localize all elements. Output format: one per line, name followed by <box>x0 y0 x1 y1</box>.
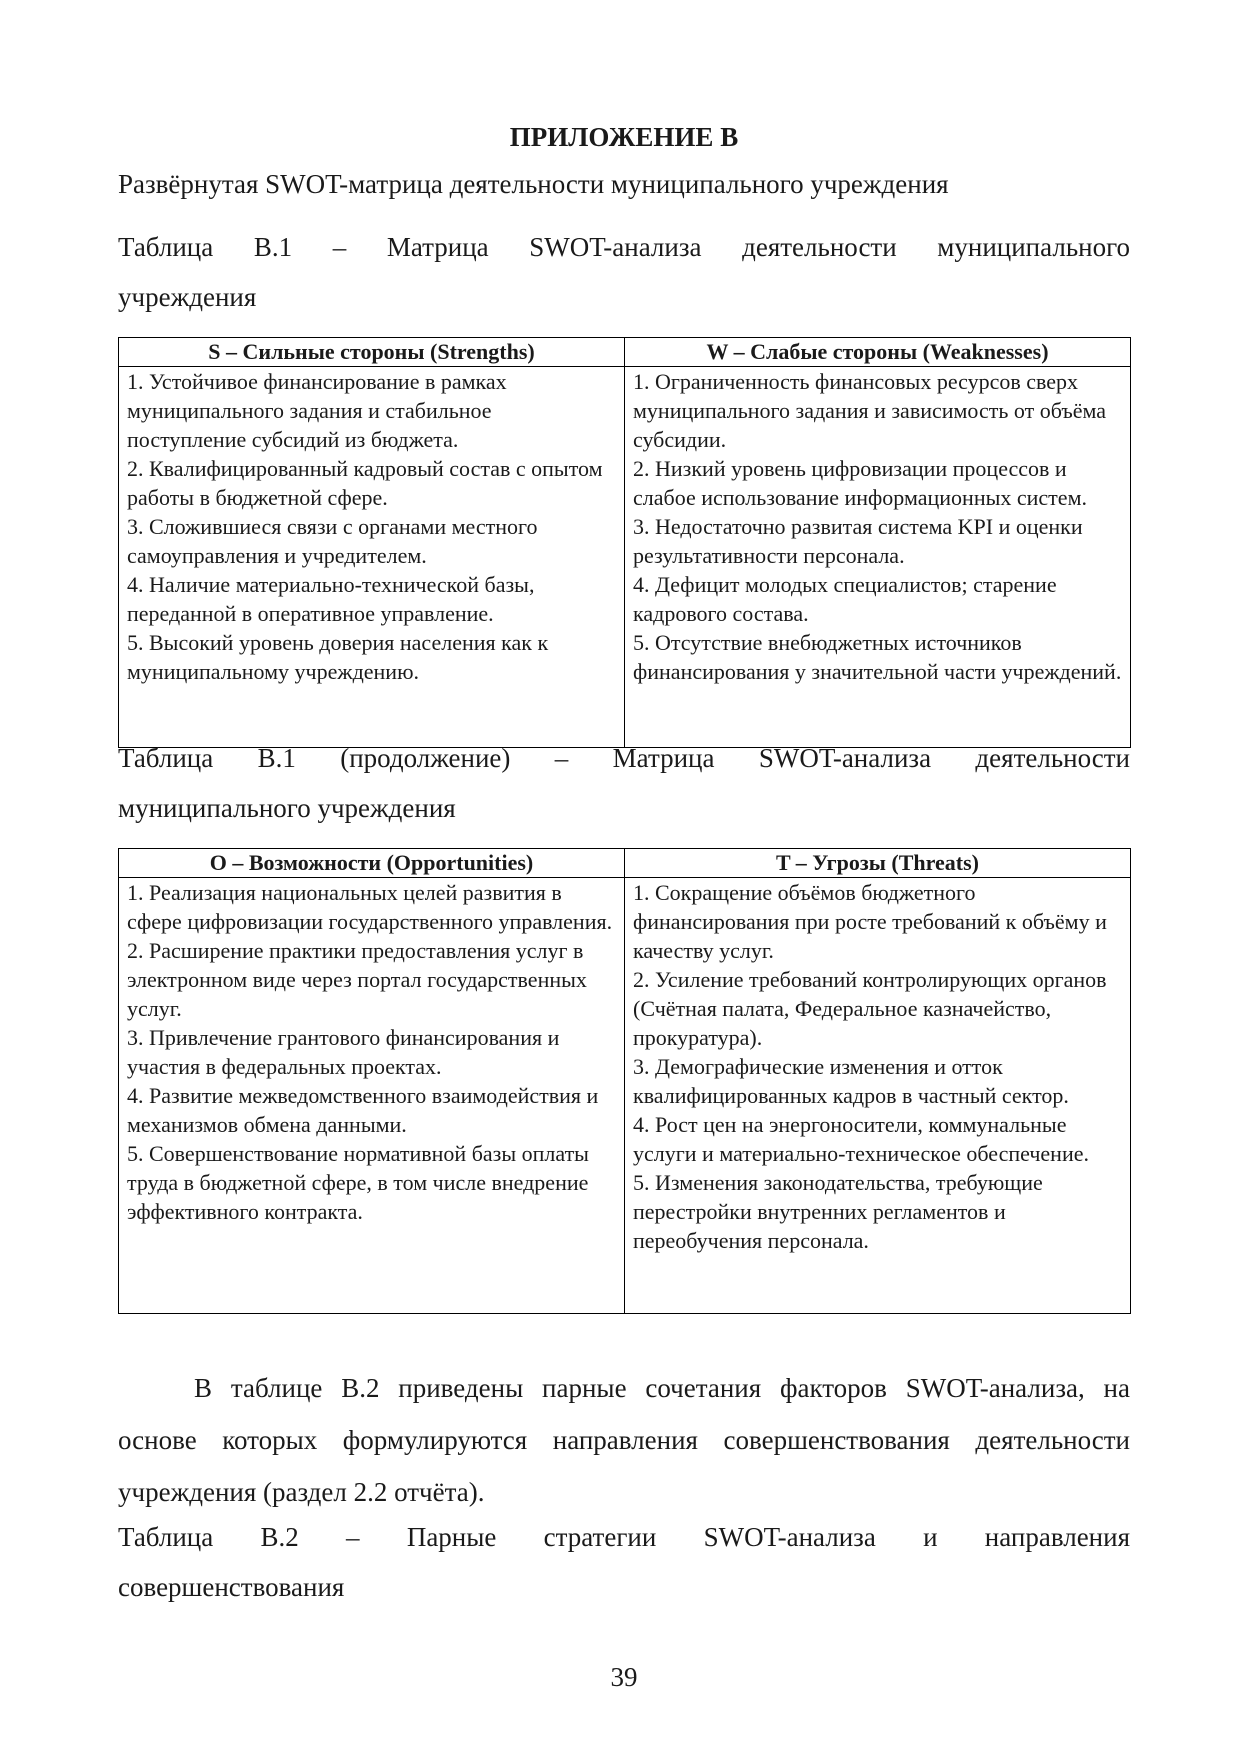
opportunity-item: 5. Совершенствование нормативной базы оплаты труда в бюджетной сфере, в том числе внедрение эффективного контракта. <box>127 1141 589 1224</box>
swot-table-opportunities-threats <box>118 848 1131 1314</box>
table-1-continuation-caption-line-1: Таблица В.1 (продолжение) – Матрица SWOT-анализа деятельности <box>118 743 1130 773</box>
page-number: 39 <box>610 1662 638 1692</box>
table-1-continuation-caption-line-2: муниципального учреждения <box>118 793 456 823</box>
threats-header: T – Угрозы (Threats) <box>625 849 1131 878</box>
table-1-caption <box>118 222 1130 322</box>
body-paragraph <box>118 1362 1130 1518</box>
table-2-caption <box>118 1512 1130 1612</box>
strength-item: 4. Наличие материально-технической базы, переданной в оперативное управление. <box>127 572 535 626</box>
weaknesses-header: W – Слабые стороны (Weaknesses) <box>625 338 1131 367</box>
table-1-caption-line-2: учреждения <box>118 282 257 312</box>
table-row <box>119 878 1131 1314</box>
strength-item: 5. Высокий уровень доверия населения как к муниципальному учреждению. <box>127 630 549 684</box>
strength-item: 1. Устойчивое финансирование в рамках муниципального задания и стабильное поступление субсидий из бюджета. <box>127 369 507 452</box>
threat-item: 1. Сокращение объёмов бюджетного финансирования при росте требований к объёму и качеству услуг. <box>633 880 1107 963</box>
body-paragraph-line-3: учреждения (раздел 2.2 отчёта). <box>118 1477 485 1507</box>
weakness-item: 5. Отсутствие внебюджетных источников финансирования у значительной части учреждений. <box>633 630 1122 684</box>
threats-cell <box>625 878 1131 1314</box>
weakness-item: 3. Недостаточно развитая система KPI и оценки результативности персонала. <box>633 514 1083 568</box>
threat-item: 4. Рост цен на энергоносители, коммунальные услуги и материально-техническое обеспечение. <box>633 1112 1089 1166</box>
threat-item: 3. Демографические изменения и отток квалифицированных кадров в частный сектор. <box>633 1054 1069 1108</box>
table-row <box>119 367 1131 748</box>
opportunity-item: 3. Привлечение грантового финансирования и участия в федеральных проектах. <box>127 1025 560 1079</box>
opportunities-cell <box>119 878 625 1314</box>
opportunity-item: 1. Реализация национальных целей развития в сфере цифровизации государственного управления. <box>127 880 613 934</box>
body-paragraph-line-2: основе которых формулируются направления совершенствования деятельности <box>118 1425 1130 1455</box>
weakness-item: 2. Низкий уровень цифровизации процессов и слабое использование информационных систем. <box>633 456 1087 510</box>
table-header-row <box>119 849 1131 878</box>
table-2-caption-line-1: Таблица В.2 – Парные стратегии SWOT-анализа и направления <box>118 1522 1130 1552</box>
weakness-item: 1. Ограниченность финансовых ресурсов сверх муниципального задания и зависимость от объёма субсидии. <box>633 369 1107 452</box>
strength-item: 2. Квалифицированный кадровый состав с опытом работы в бюджетной сфере. <box>127 456 603 510</box>
strengths-cell <box>119 367 625 748</box>
strengths-header: S – Сильные стороны (Strengths) <box>119 338 625 367</box>
table-2-caption-line-2: совершенствования <box>118 1572 345 1602</box>
document-page <box>118 0 1130 1754</box>
appendix-heading: ПРИЛОЖЕНИЕ В <box>509 122 739 152</box>
table-1-caption-line-1: Таблица В.1 – Матрица SWOT-анализа деятельности муниципального <box>118 232 1130 262</box>
opportunities-header: O – Возможности (Opportunities) <box>119 849 625 878</box>
strength-item: 3. Сложившиеся связи с органами местного самоуправления и учредителем. <box>127 514 538 568</box>
threat-item: 5. Изменения законодательства, требующие перестройки внутренних регламентов и переобучения персонала. <box>633 1170 1043 1253</box>
opportunity-item: 2. Расширение практики предоставления услуг в электронном виде через портал государственных услуг. <box>127 938 587 1021</box>
appendix-subheading: Развёрнутая SWOT-матрица деятельности муниципального учреждения <box>118 169 949 199</box>
body-paragraph-line-1: В таблице В.2 приведены парные сочетания факторов SWOT-анализа, на <box>194 1373 1130 1403</box>
weakness-item: 4. Дефицит молодых специалистов; старение кадрового состава. <box>633 572 1057 626</box>
weaknesses-cell <box>625 367 1131 748</box>
threat-item: 2. Усиление требований контролирующих органов (Счётная палата, Федеральное казначейство, прокуратура). <box>633 967 1107 1050</box>
table-1-continuation-caption <box>118 733 1130 833</box>
swot-table-strengths-weaknesses <box>118 337 1131 748</box>
table-header-row <box>119 338 1131 367</box>
opportunity-item: 4. Развитие межведомственного взаимодействия и механизмов обмена данными. <box>127 1083 599 1137</box>
